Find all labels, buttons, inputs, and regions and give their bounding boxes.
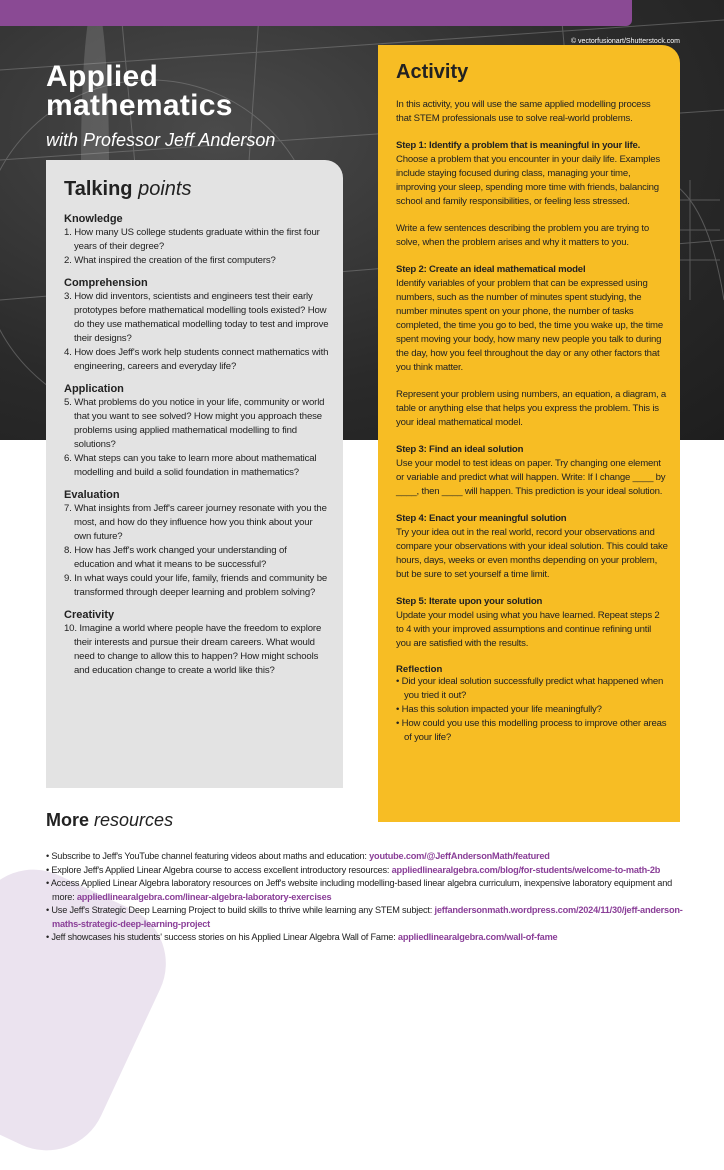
talking-point: 3. How did inventors, scientists and engineers test their early prototypes before mathematical modelling tools existed? How do they use mathematical modelling today to test and improve their designs? [64,291,329,344]
activity-step [396,139,668,209]
reflection-item: • Has this solution impacted your life meaningfully? [396,704,602,715]
activity-step [396,222,668,250]
reflection-item: • Did your ideal solution successfully predict what happened when you tried it out? [396,676,664,701]
reflection-text: How could you use this modelling process to improve other areas of your life? [401,718,667,743]
resource-item: • Explore Jeff's Applied Linear Algebra course to access excellent introductory resources: appliedlinearalgebra.com/blog/for-students/welcome-to-math-2b [46,864,661,875]
step-heading: Step 4: Enact your meaningful solution [396,513,567,524]
image-credit: © vectorfusionart/Shutterstock.com [570,38,680,45]
section-heading: Creativity [64,609,115,621]
resource-text: Subscribe to Jeff's YouTube channel featuring videos about maths and education: [51,851,367,861]
resource-link[interactable]: youtube.com/@JeffAndersonMath/featured [369,851,550,861]
top-accent-bar [0,0,632,26]
resource-item: • Jeff showcases his students' success stories on his Applied Linear Algebra Wall of Fame: appliedlinearalgebra.com/wall-of-fame [46,932,558,942]
resource-link[interactable]: appliedlinearalgebra.com/linear-algebra-laboratory-exercises [76,891,332,902]
resource-text: Use Jeff's Strategic Deep Learning Project to build skills to thrive while learning any STEM subject: [51,905,433,915]
section-heading: Application [64,383,124,395]
activity-step [396,595,668,651]
reflection-list [396,675,668,745]
step-heading: Step 2: Create an ideal mathematical model [396,264,586,275]
page-title [46,62,233,120]
step-heading: Step 3: Find an ideal solution [396,444,524,455]
talking-point: 8. How has Jeff's work changed your understanding of education and what it means to be successful? [64,545,287,570]
title-line-2: mathematics [46,89,233,122]
resources-heading-light: resources [94,810,174,830]
resources-heading-bold: More [46,810,90,830]
reflection-text: Did your ideal solution successfully predict what happened when you tried it out? [401,676,664,701]
resources-list [46,850,686,945]
step-text: Try your idea out in the real world, record your observations and compare your observations with your ideal solution. This could take hours, days, weeks or even months depending on your problem, but be sure to set yourself a time limit. [396,527,668,580]
reflection-item: • How could you use this modelling process to improve other areas of your life? [396,718,667,743]
resource-link[interactable]: appliedlinearalgebra.com/wall-of-fame [397,932,558,942]
talking-point: 10. Imagine a world where people have the freedom to explore their interests and pursue their dream careers. What would need to change to allow this to happen? How might schools and education change to create a world like this? [64,623,322,676]
activity-step [396,388,668,430]
activity-step [396,263,668,375]
resources-heading [46,810,173,831]
talking-point: 1. How many US college students graduate within the first four years of their degree? [64,227,320,252]
step-text: Update your model using what you have learned. Repeat steps 2 to 4 with your improved assumptions and continue refining until you are satisfied with the results. [396,610,660,649]
heading-light: points [138,178,192,200]
section-heading: Evaluation [64,489,120,501]
step-heading: Step 5: Iterate upon your solution [396,596,543,607]
step-heading: Step 1: Identify a problem that is meaningful in your life. [396,140,641,151]
step-text: Choose a problem that you encounter in your daily life. Examples include staying focused during class, managing your time, improving your sleep, spending more time with friends, balancing school and family responsibilities, or feeling less stressed. [396,154,660,207]
talking-points-heading [64,178,329,201]
step-text: Identify variables of your problem that can be expressed using numbers, such as the number of minutes spent studying, the number minutes spent on your phone, the number of tasks completed, the time you go to bed, the time you wake up, the time spent moving your body, how many new people you talk to during the day, how you feel throughout the day or any other factors that you think matter. [396,278,663,373]
talking-point: 6. What steps can you take to learn more about mathematical modelling and build a solid foundation in mathematics? [64,453,317,478]
talking-point: 7. What insights from Jeff's career journey resonate with you the most, and how do they influence how you think about your own future? [64,503,327,542]
talking-points-panel [46,160,343,788]
reflection-text: Has this solution impacted your life meaningfully? [401,704,602,715]
activity-step [396,512,668,582]
reflection-heading: Reflection [396,664,443,675]
heading-bold: Talking [64,178,133,200]
step-text: Write a few sentences describing the problem you are trying to solve, when the problem arises and why it matters to you. [396,223,649,248]
page-subtitle: with Professor Jeff Anderson [46,130,276,150]
resource-link[interactable]: jeffandersonmath.wordpress.com/2024/11/30/jeff-anderson-maths-strategic-deep-learning-project [52,905,683,929]
resource-link[interactable]: appliedlinearalgebra.com/blog/for-students/welcome-to-math-2b [391,864,661,875]
talking-point: 9. In what ways could your life, family, friends and community be transformed through deeper learning and problem solving? [64,573,328,598]
activity-heading: Activity [396,61,469,83]
resource-text: Explore Jeff's Applied Linear Algebra course to access excellent introductory resources: [51,864,390,875]
talking-point: 4. How does Jeff's work help students connect mathematics with engineering, careers and everyday life? [64,347,329,372]
title-line-1: Applied [46,60,159,93]
talking-point: 5. What problems do you notice in your life, community or world that you want to see solved? How might you approach these problems using applied mathematical modelling to find solutions? [64,397,325,450]
resource-item: • Use Jeff's Strategic Deep Learning Project to build skills to thrive while learning any STEM subject: jeffandersonmath.wordpress.com/2024/11/30/jeff-anderson-maths-strategic-deep-learning-project [46,905,683,929]
section-heading: Comprehension [64,277,148,289]
resource-item: • Access Applied Linear Algebra laboratory resources on Jeff's website including modelling-based linear algebra curriculum, inexpensive laboratory equipment and more: appliedlinearalgebra.com/linear-algebra-laboratory-exercises [46,878,673,902]
activity-step [396,443,668,499]
resource-text: Jeff showcases his students' success stories on his Applied Linear Algebra Wall of Fame: [51,932,396,942]
step-text: Use your model to test ideas on paper. Try changing one element or variable and predict what will happen. Write: If I change ____ by ____, then ____ will happen. This prediction is your ideal solution. [396,458,666,497]
activity-panel [378,45,680,822]
talking-point: 2. What inspired the creation of the first computers? [64,255,276,266]
activity-intro: In this activity, you will use the same applied modelling process that STEM professionals use to solve real-world problems. [396,99,651,124]
step-text: Represent your problem using numbers, an equation, a diagram, a table or anything else that helps you express the problem. This is your ideal mathematical model. [396,389,667,428]
resource-item: • Subscribe to Jeff's YouTube channel featuring videos about maths and education: youtube.com/@JeffAndersonMath/featured [46,851,550,861]
resource-text: Access Applied Linear Algebra laboratory resources on Jeff's website including modelling-based linear algebra curriculum, inexpensive laboratory equipment and more: [50,878,673,902]
section-heading: Knowledge [64,213,123,225]
